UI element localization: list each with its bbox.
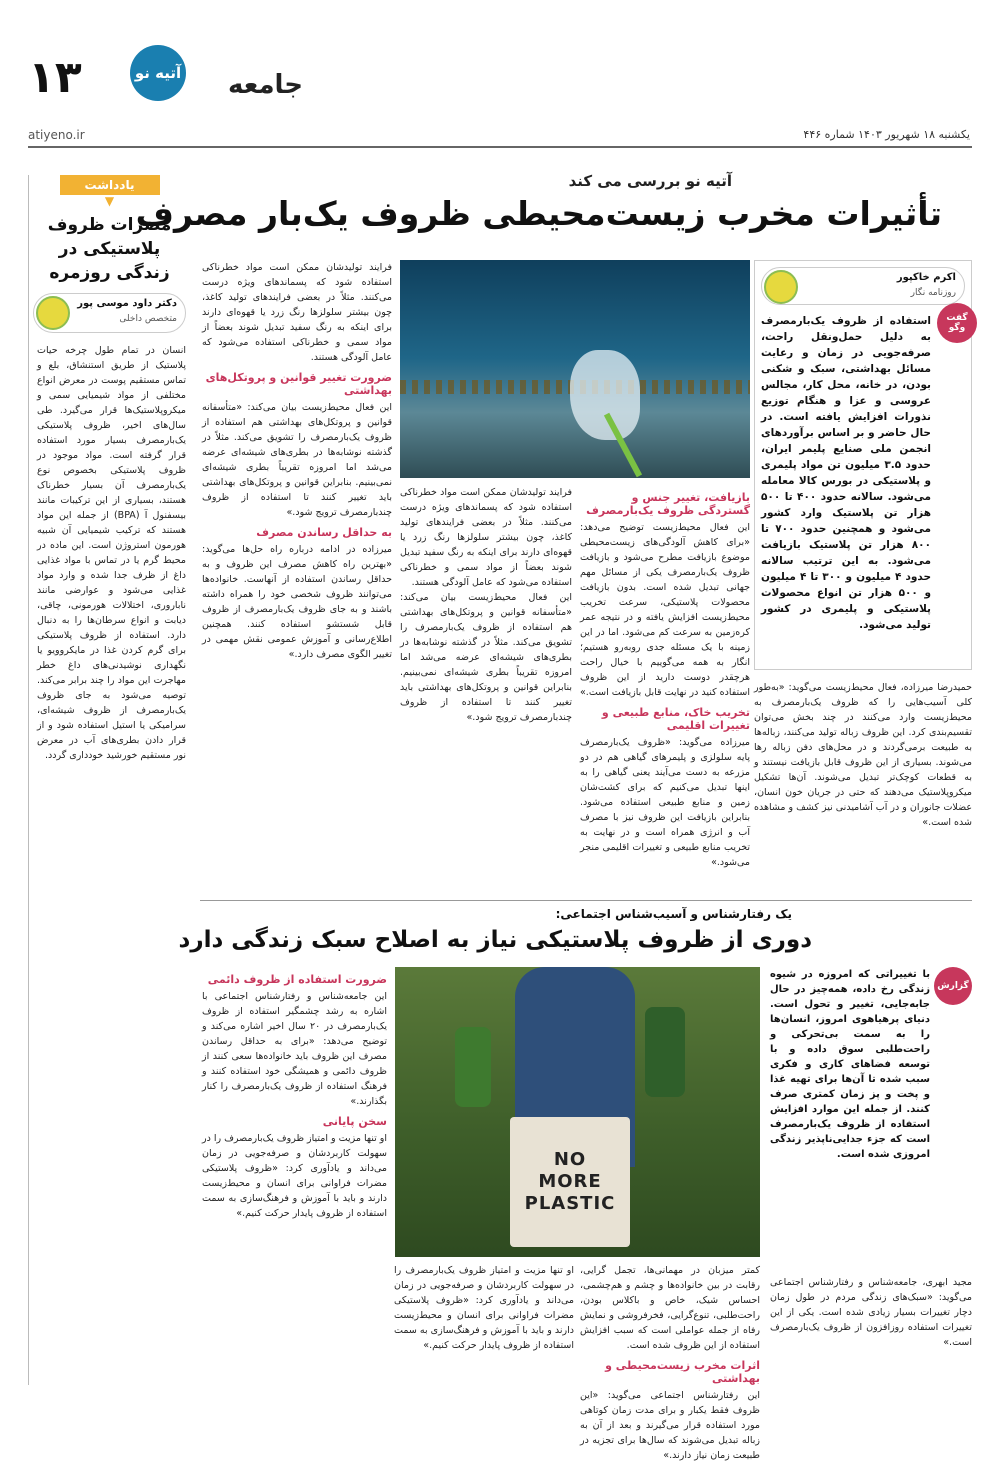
column-below-photo-left — [394, 1263, 574, 1381]
subheading: اثرات مخرب زیست‌محیطی و بهداشتی — [605, 1359, 760, 1385]
article-kicker: آتیه نو بررسی می کند — [568, 172, 732, 190]
column-left — [202, 260, 392, 885]
author-card — [761, 267, 965, 305]
article-intro: استفاده از ظروف یک‌بارمصرف به دلیل حمل‌ونقل راحت، صرفه‌جویی در زمان و رعایت مسائل بهداشتی، سبک و شکنی بودن، در خانه، محل کار، مجالس عروسی و عزا و هنگام توزیع نذورات افزایش یافته است. در حال حاضر و بر اساس برآوردهای انجمن ملی صنایع پلیمر ایران، حدود ۳.۵ میلیون تن مواد پلیمری و پلاستیکی در بورس کالا معامله می‌شود. سالانه حدود ۴۰۰ تا ۵۰۰ هزار تن پلاستیک وارد کشور می‌شود و همچنین حدود ۷۰۰ تا ۸۰۰ هزار تن پلاستیک بازیافت می‌شود. به این ترتیب سالانه حدود ۴ میلیون و ۳۰۰ تا ۴ میلیون و ۵۰۰ هزار تن انواع محصولات پلاستیکی و پلیمری در کشور تولید می‌شود. — [761, 315, 932, 631]
author-role: متخصص داخلی — [119, 314, 177, 324]
intro-box — [770, 967, 972, 1267]
header-divider — [28, 146, 972, 148]
article-intro: با تغییراتی که امروزه در شیوه زندگی رخ داده، همه‌چیز در حال جابه‌جایی، تغییر و تحول است. دنیای پرهیاهوی امروز، انسان‌ها را به سمت بی‌تحرکی و راحت‌طلبی سوق داده و با توسعه فضاهای کاری و فکری سبب شده تا آن‌ها برای تهیه غذا و پخت و پز زمان کمتری صرف کنند. از جمله این موارد افزایش استفاده از ظروف یک‌بارمصرف است که جزء جدایی‌ناپذیر زندگی امروزی شده است. — [770, 969, 930, 1160]
article-divider — [200, 900, 972, 901]
subheading: به حداقل رساندن مصرف — [256, 526, 392, 539]
chevron-down-icon: ▼ — [104, 194, 115, 208]
newspaper-logo[interactable]: آتیه نو — [130, 45, 186, 101]
column-text: حمیدرضا میرزاده، فعال محیط‌زیست می‌گوید: «به‌طور کلی آسیب‌هایی را که ظروف یک‌بارمصرف به محیط‌زیست وارد می‌کنند در چند بخش می‌توان تقسیم‌بندی کرد. این ظروف زباله تولید می‌کنند، زباله‌ها به طبیعت برمی‌گردند و در محل‌های دفن زباله رها می‌شوند. بسیاری از این ظروف قابل بازیافت نیستند و به قطعات کوچک‌تر تبدیل می‌شوند. آن‌ها تشکیل میکروپلاستیک می‌دهند که حتی در جریان خون انسان، عضلات جانوران و در آب آشامیدنی نیز کشف و مشاهده شده است.» — [754, 682, 972, 828]
column-text: این فعال محیط‌زیست بیان می‌کند: «متأسفانه قوانین و پروتکل‌های بهداشتی هم استفاده از ظروف یک‌بارمصرف را تشویق می‌کند. مثلاً در گذشته نوشابه‌ها در بطری‌های شیشه‌ای عرضه می‌شد اما امروزه تقریباً بطری شیشه‌ای نمی‌بینیم. بنابراین قوانین و پروتکل‌های بهداشتی باید تغییر کنند تا استفاده از ظروف چندبارمصرف ترویج شود.» — [400, 592, 572, 723]
column-mid-left — [400, 485, 572, 885]
page-number: ۱۳ — [28, 52, 82, 103]
column-text: این فعال محیط‌زیست توضیح می‌دهد: «برای کاهش آلودگی‌های زیست‌محیطی موضوع بازیافت مطرح می‌شود و بازیافت ظروف یک‌بارمصرف یکی از مسائل مهم جهانی تبدیل شده است. بدون بازیافت محصولات پلاستیکی، سرعت تخریب محیط‌زیست افزایش یافته و در نتیجه عمر کره‌زمین به سرعت کم می‌شود. اما در این زمینه با یک مسئله جدی روبه‌رو هستیم؛ انگار به همه می‌گوییم با خیال راحت هرچقدر دوست دارید از این ظروف استفاده کنید در نهایت قابل بازیافت است.» — [579, 522, 750, 698]
avatar — [36, 296, 70, 330]
article-headline: تأثیرات مخرب زیست‌محیطی ظروف یک‌بار مصرف — [135, 194, 942, 233]
column-text: مجید ابهری، جامعه‌شناس و رفتارشناس اجتماعی می‌گوید: «سبک‌های زندگی مردم در طول زمان دچار تغییرات بسیار زیادی شده است. یکی از این تغییرات استفاده روزافزون از ظروف یک‌بارمصرف است.» — [770, 1277, 972, 1348]
article-kicker: یک رفتارشناس و آسیب‌شناس اجتماعی: — [555, 907, 792, 921]
bottle-shape — [455, 1027, 491, 1107]
column-right — [754, 680, 972, 890]
column-text: فرایند تولیدشان ممکن است مواد خطرناکی استفاده شود که پسماندهای ویژه درست می‌کنند. مثلاً در بعضی فرایندهای تولید کاغذ، چون بیشتر سلولزها رنگ زرد یا قهوه‌ای دارند برای اینکه به رنگ سفید تبدیل شوند بعضاً از مواد سمی و خطرناکی استفاده می‌شود که عامل آلودگی هستند. — [400, 487, 572, 588]
column-text: میرزاده در ادامه درباره راه حل‌ها می‌گوید: «بهترین راه کاهش مصرف این ظروف و به حداقل رساندن استفاده از آنهاست. خانواده‌ها می‌توانند ظروف شخصی خود را همراه داشته باشند و به جای ظروف یک‌بارمصرف از ظروف قابل شستشو استفاده کنند. همچنین اطلاع‌رسانی و آموزش عمومی نقش مهمی در تغییر الگوی مصرف دارد.» — [202, 544, 392, 660]
avatar — [764, 270, 798, 304]
tote-text: MORE — [538, 1171, 602, 1192]
column-text: فرایند تولیدشان ممکن است مواد خطرناکی استفاده شود که پسماندهای ویژه درست می‌کنند. مثلاً در بعضی فرایندهای تولید کاغذ، چون بیشتر سلولزها رنگ زرد یا قهوه‌ای دارند برای اینکه به رنگ سفید تبدیل شوند بعضاً از مواد سمی و خطرناکی استفاده می‌شود که عامل آلودگی هستند. — [202, 262, 392, 363]
column-text: میرزاده می‌گوید: «ظروف یک‌بارمصرف پایه سلولزی و پلیمرهای گیاهی هم در دو مزرعه به دست می‌آیند یعنی گیاهی را به اینها تبدیل می‌کنیم که برای کشت‌شان زمین و منابع طبیعی استفاده می‌شود. بنابراین بازیافت این ظروف نیز با مصرف آب و انرژی همراه است و در نهایت به تخریب منابع طبیعی و تغییرات اقلیمی منجر می‌شود.» — [580, 737, 750, 868]
author-card — [33, 293, 186, 333]
interview-badge: گفت وگو — [937, 303, 977, 343]
second-article — [178, 905, 972, 1461]
report-badge: گزارش — [934, 967, 972, 1005]
column-text: او تنها مزیت و امتیاز ظروف یک‌بارمصرف را در سهولت کاربردشان و صرفه‌جویی در زمان می‌داند و یادآوری کرد: «ظروف پلاستیکی مضرات فراوانی برای انسان و محیط‌زیست دارند و باید با آموزش و فرهنگ‌سازی به سمت استفاده از ظروف پایدار حرکت کنیم.» — [202, 1133, 387, 1219]
ocean-plastic-photo — [400, 260, 750, 478]
issue-info: یکشنبه ۱۸ شهریور ۱۴۰۳ شماره ۴۴۶ — [803, 128, 970, 141]
subheading: بازیافت، تغییر جنس و گستردگی ظروف یک‌بارمصرف — [586, 491, 750, 517]
note-title: مضرات ظروف پلاستیکی در زندگی روزمره — [47, 215, 172, 283]
intro-box — [754, 260, 972, 670]
column-below-photo-right — [580, 1263, 760, 1461]
tote-bag — [510, 1117, 630, 1247]
column-text: این رفتارشناس اجتماعی می‌گوید: «این ظروف فقط یکبار و برای مدت زمان کوتاهی مورد استفاده قرار می‌گیرند و بعد از آن به زباله تبدیل می‌شوند که سال‌ها برای تجزیه در طبیعت زمان نیاز دارند.» — [580, 1390, 760, 1461]
note-body: انسان در تمام طول چرخه حیات پلاستیک از طریق استنشاق، بلع و تماس مستقیم پوست در معرض انواع مختلفی از مواد شیمیایی سمی و میکروپلاستیک‌ها قرار می‌گیرد. طی سال‌های اخیر، ظروف پلاستیکی یک‌بارمصرف بسیار مورد استفاده قرار گرفته است. مواد موجود در ظروف پلاستیکی بخصوص نوع یک‌بارمصرف آن بسیار خطرناک هستند، بسیاری از این ترکیبات مانند بیسفنول آ (BPA) از جمله این مواد هستند که ترکیب شیمیایی آن شبیه هورمون استروژن است. این ماده در محیط گرم یا در تماس با مواد غذایی داغ از ظرف جدا شده و وارد مواد غذایی می‌شود و عوارضی مانند ناباروری، اختلالات هورمونی، چاقی، دیابت و انواع سرطان‌ها را به دنبال دارد. استفاده از ظروف پلاستیکی برای گرم کردن غذا در مایکروویو یا نگهداری نوشیدنی‌های داغ خطر مهاجرت این مواد را چند برابر می‌کند. توصیه می‌شود به جای ظروف یک‌بارمصرف از ظروف شیشه‌ای، سرامیکی یا استیل استفاده شود و از قرار دادن بطری‌های آب در معرض نور مستقیم خورشید خودداری گردد. — [37, 345, 186, 761]
column-right — [770, 1275, 972, 1380]
column-text: این فعال محیط‌زیست بیان می‌کند: «متأسفانه قوانین و پروتکل‌های بهداشتی هم استفاده از ظروف یک‌بارمصرف را تشویق می‌کند. مثلاً در گذشته نوشابه‌ها در بطری‌های شیشه‌ای عرضه می‌شد اما امروزه تقریباً بطری شیشه‌ای نمی‌بینیم. بنابراین قوانین و پروتکل‌های بهداشتی باید تغییر کنند تا استفاده از ظروف چندبارمصرف ترویج شود.» — [202, 402, 392, 518]
column-left — [202, 967, 387, 1381]
tote-text: PLASTIC — [524, 1193, 616, 1214]
column-mid — [580, 485, 750, 885]
column-text: کمتر میزبان در مهمانی‌ها، تجمل گرایی، رقابت در بین خانواده‌ها و چشم و هم‌چشمی، احساس شیک، خاص و باکلاس بودن، راحت‌طلبی، تنوع‌گرایی، فخرفروشی و نمایش رفاه از جمله عواملی است که سبب افزایش استفاده از این ظروف شده است. — [580, 1265, 760, 1351]
plastic-bag-shape — [570, 350, 640, 440]
column-text: او تنها مزیت و امتیاز ظروف یک‌بارمصرف را در سهولت کاربردشان و صرفه‌جویی در زمان می‌داند و یادآوری کرد: «ظروف پلاستیکی مضرات فراوانی برای انسان و محیط‌زیست دارند و باید با آموزش و فرهنگ‌سازی به سمت استفاده از ظروف پایدار حرکت کنیم.» — [394, 1265, 574, 1351]
tote-text: NO — [553, 1149, 587, 1170]
subheading: ضرورت استفاده از ظروف دائمی — [207, 973, 387, 986]
article-headline: دوری از ظروف پلاستیکی نیاز به اصلاح سبک زندگی دارد — [178, 927, 812, 953]
author-name: اکرم خاکپور — [896, 272, 956, 283]
note-tag: یادداشت — [60, 175, 160, 195]
column-text: این جامعه‌شناس و رفتارشناس اجتماعی با اشاره به رشد چشمگیر استفاده از ظروف یک‌بارمصرف در ۲۰ سال اخیر اشاره می‌کند و توضیح می‌دهد: «برای به حداقل رساندن مصرف این ظروف باید خانواده‌ها سعی کنند از ظروف دائمی و همیشگی خود استفاده کنند و فرهنگ استفاده از ظروف یک‌بارمصرف را کنار بگذارند.» — [202, 991, 387, 1107]
section-title: جامعه — [228, 70, 304, 100]
author-name: دکتر داود موسی پور — [77, 298, 177, 309]
subheading: ضرورت تغییر قوانین و پروتکل‌های بهداشتی — [205, 371, 392, 397]
masthead — [0, 0, 1000, 150]
sidebar-note — [28, 175, 190, 1385]
subheading: سخن پایانی — [322, 1115, 387, 1128]
author-role: روزنامه نگار — [910, 288, 956, 298]
bottle-shape — [645, 1007, 685, 1097]
subheading: تخریب خاک، منابع طبیعی و تغییرات اقلیمی — [601, 706, 750, 732]
site-url[interactable]: atiyeno.ir — [28, 128, 85, 142]
no-more-plastic-photo — [395, 967, 760, 1257]
